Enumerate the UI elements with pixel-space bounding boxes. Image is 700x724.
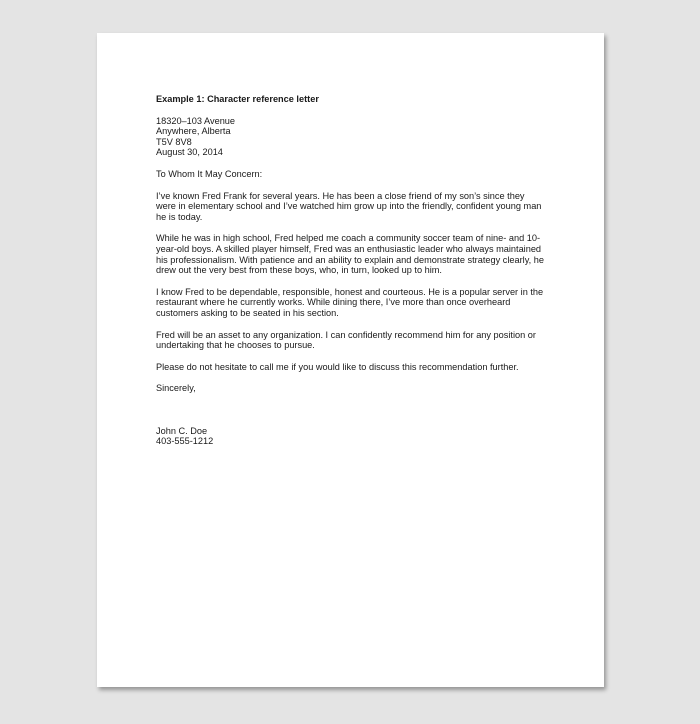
letter-body [156, 94, 548, 447]
sender-address [156, 116, 548, 158]
signature-name: John C. Doe [156, 425, 208, 436]
document-page [97, 33, 604, 687]
paragraph-line: undertaking that he chooses to pursue. [156, 340, 315, 351]
paragraph-line: restaurant where he currently works. While dining there, I’ve more than once overheard [156, 297, 511, 308]
closing: Sincerely, [156, 383, 196, 394]
signature-phone: 403-555-1212 [156, 436, 214, 447]
letter-date: August 30, 2014 [156, 147, 223, 158]
salutation: To Whom It May Concern: [156, 168, 263, 179]
paragraph-line: Please do not hesitate to call me if you would like to discuss this recommendation further. [156, 361, 519, 372]
paragraph-line: drew out the very best from these boys, who, in turn, looked up to him. [156, 265, 442, 276]
paragraph-line: While he was in high school, Fred helped me coach a community soccer team of nine- and 10- [156, 233, 541, 244]
paragraph-line: year-old boys. A skilled player himself, Fred was an enthusiastic leader who always maintained [156, 243, 542, 254]
paragraph-2 [156, 233, 548, 275]
paragraph-4 [156, 330, 548, 351]
paragraph-line: his professionalism. With patience and an ability to explain and demonstrate strategy clearly, he [156, 254, 544, 265]
paragraph-line: I’ve known Fred Frank for several years. He has been a close friend of my son’s since they [156, 190, 525, 201]
paragraph-3 [156, 287, 548, 319]
paragraph-5 [156, 362, 548, 373]
paragraph-line: were in elementary school and I’ve watched him grow up into the friendly, confident young man [156, 201, 542, 212]
paragraph-1 [156, 191, 548, 223]
address-city: Anywhere, Alberta [156, 126, 231, 137]
paragraph-line: Fred will be an asset to any organization. I can confidently recommend him for any position or [156, 329, 536, 340]
paragraph-line: customers asking to be seated in his section. [156, 307, 339, 318]
address-postal-code: T5V 8V8 [156, 136, 192, 147]
address-street: 18320–103 Avenue [156, 115, 236, 126]
paragraph-line: he is today. [156, 211, 203, 222]
letter-title: Example 1: Character reference letter [156, 94, 319, 104]
signature-block [156, 426, 548, 447]
paragraph-line: I know Fred to be dependable, responsible, honest and courteous. He is a popular server in the [156, 286, 544, 297]
